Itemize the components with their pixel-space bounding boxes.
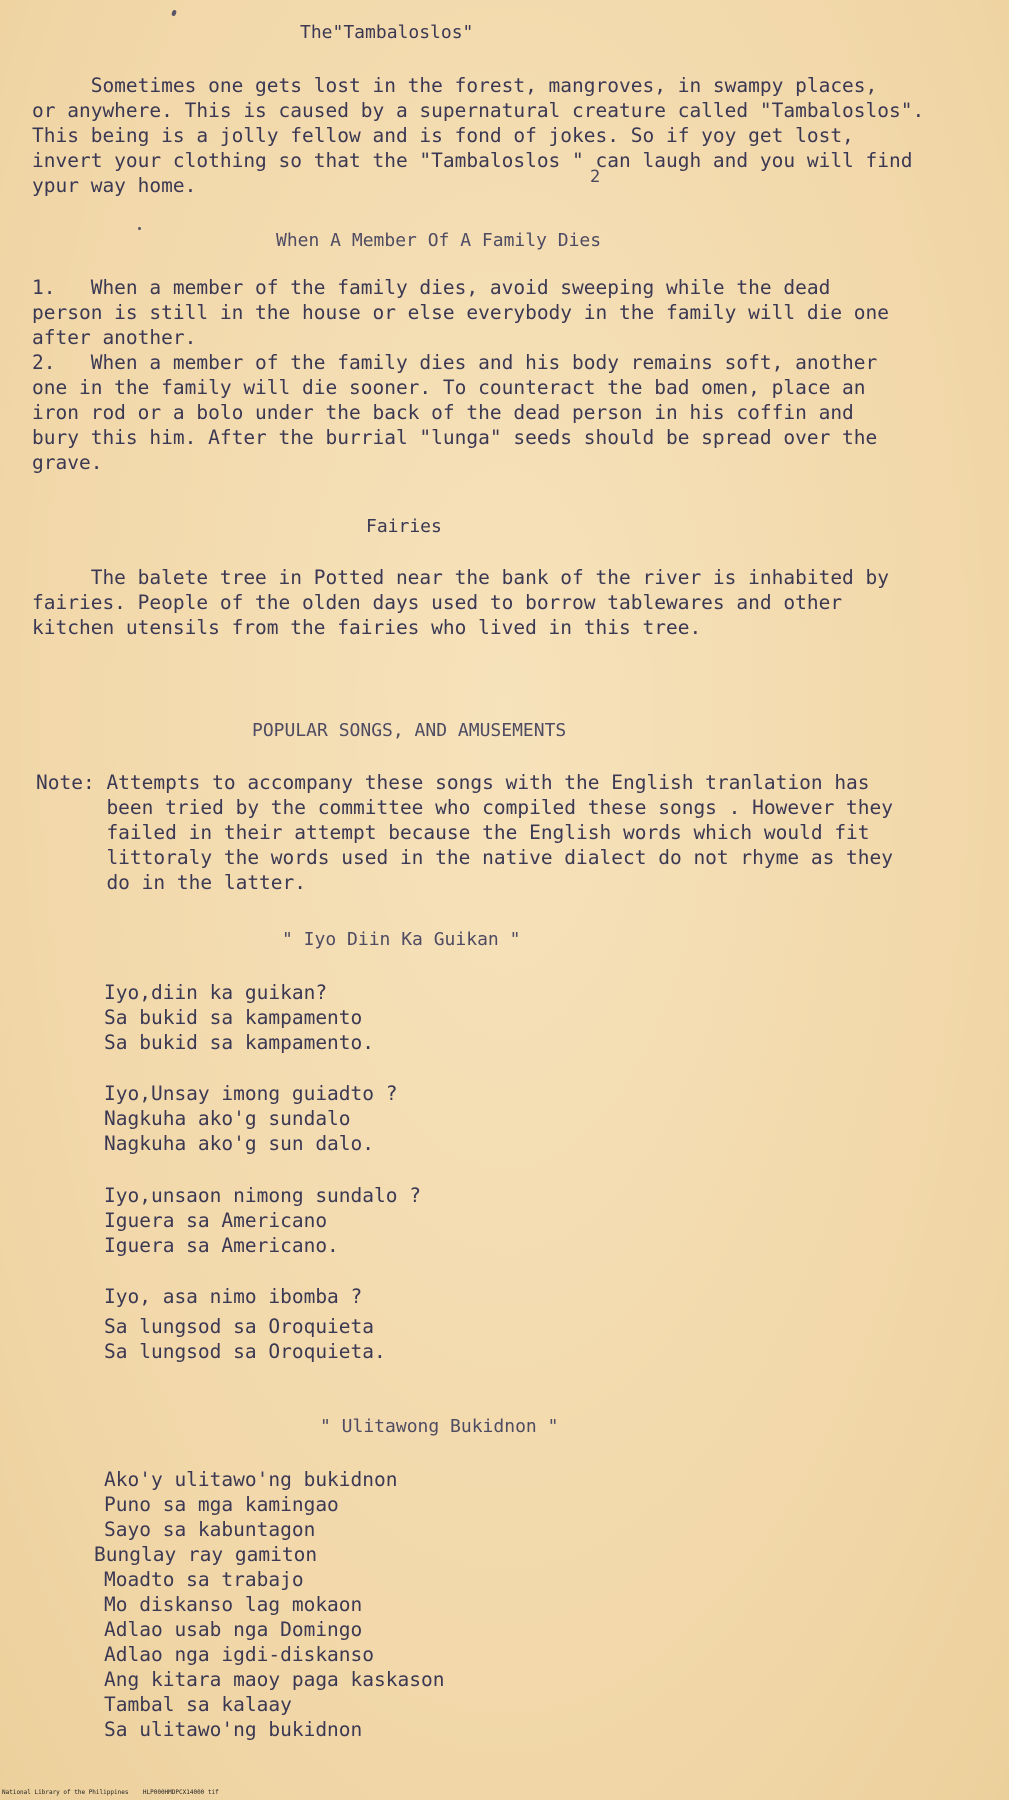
fairies-line-1: The balete tree in Potted near the bank of the river is inhabited by xyxy=(32,566,890,589)
songs-title: POPULAR SONGS, AND AMUSEMENTS xyxy=(252,720,567,741)
song1-stanza1-line2: Sa bukid sa kampamento xyxy=(104,1006,363,1029)
note-line-4: littoraly the words used in the native dialect do not rhyme as they xyxy=(36,846,894,869)
song1-stanza4-line1: Iyo, asa nimo ibomba ? xyxy=(104,1285,363,1308)
family-dies-line-7: bury this him. After the burrial "lunga" seeds should be spread over the xyxy=(32,426,878,449)
song2-line-8: Adlao nga igdi-diskanso xyxy=(104,1643,375,1666)
scan-footer: National Library of the Philippines HLP000HMDPCX14000 tif xyxy=(2,1789,219,1796)
song2-line-10: Tambal sa kalaay xyxy=(104,1693,292,1716)
song1-title: " Iyo Diin Ka Guikan " xyxy=(282,929,521,950)
song2-line-4: Bunglay ray gamiton xyxy=(94,1543,318,1566)
song1-stanza2-line1: Iyo,Unsay imong guiadto ? xyxy=(104,1082,398,1105)
note-line-2: been tried by the committee who compiled these songs . However they xyxy=(36,796,894,819)
note-line-1: Note: Attempts to accompany these songs with the English tranlation has xyxy=(36,771,870,794)
fairies-line-3: kitchen utensils from the fairies who lived in this tree. xyxy=(32,616,702,639)
tambaloslos-line-4: invert your clothing so that the "Tambaloslos " can laugh and you will find xyxy=(32,149,913,172)
fairies-title: Fairies xyxy=(366,516,442,537)
family-dies-line-1: 1. When a member of the family dies, avoid sweeping while the dead xyxy=(32,276,831,299)
family-dies-line-2: person is still in the house or else everybody in the family will die one xyxy=(32,301,890,324)
ink-mark xyxy=(138,227,141,230)
song1-stanza4-line2: Sa lungsod sa Oroquieta xyxy=(104,1315,375,1338)
song1-stanza3-line1: Iyo,unsaon nimong sundalo ? xyxy=(104,1184,421,1207)
song1-stanza2-line2: Nagkuha ako'g sundalo xyxy=(104,1107,351,1130)
tambaloslos-line-5: ypur way home. xyxy=(32,174,197,197)
page-number: 2 xyxy=(590,167,601,187)
family-dies-line-6: iron rod or a bolo under the back of the dead person in his coffin and xyxy=(32,401,854,424)
song1-stanza1-line1: Iyo,diin ka guikan? xyxy=(104,981,328,1004)
note-line-3: failed in their attempt because the English words which would fit xyxy=(36,821,870,844)
tambaloslos-line-1: Sometimes one gets lost in the forest, mangroves, in swampy places, xyxy=(32,74,878,97)
tambaloslos-line-2: or anywhere. This is caused by a supernatural creature called "Tambaloslos". xyxy=(32,99,925,122)
family-dies-line-8: grave. xyxy=(32,451,103,474)
tambaloslos-line-3: This being is a jolly fellow and is fond of jokes. So if yoy get lost, xyxy=(32,124,854,147)
family-dies-line-3: after another. xyxy=(32,326,197,349)
song1-stanza2-line3: Nagkuha ako'g sun dalo. xyxy=(104,1132,375,1155)
song2-line-1: Ako'y ulitawo'ng bukidnon xyxy=(104,1468,398,1491)
song2-line-11: Sa ulitawo'ng bukidnon xyxy=(104,1718,363,1741)
song1-stanza3-line2: Iguera sa Americano xyxy=(104,1209,328,1232)
song2-line-5: Moadto sa trabajo xyxy=(104,1568,304,1591)
family-dies-line-4: 2. When a member of the family dies and his body remains soft, another xyxy=(32,351,878,374)
song2-title: " Ulitawong Bukidnon " xyxy=(320,1416,559,1437)
note-line-5: do in the latter. xyxy=(36,871,307,894)
song2-line-6: Mo diskanso lag mokaon xyxy=(104,1593,363,1616)
song1-stanza3-line3: Iguera sa Americano. xyxy=(104,1234,339,1257)
song2-line-7: Adlao usab nga Domingo xyxy=(104,1618,363,1641)
ink-mark xyxy=(171,9,177,16)
tambaloslos-title: The"Tambaloslos" xyxy=(300,22,474,43)
song2-line-3: Sayo sa kabuntagon xyxy=(104,1518,316,1541)
song1-stanza4-line3: Sa lungsod sa Oroquieta. xyxy=(104,1340,386,1363)
song1-stanza1-line3: Sa bukid sa kampamento. xyxy=(104,1031,375,1054)
song2-line-9: Ang kitara maoy paga kaskason xyxy=(104,1668,445,1691)
family-dies-title: When A Member Of A Family Dies xyxy=(276,230,602,251)
fairies-line-2: fairies. People of the olden days used to borrow tablewares and other xyxy=(32,591,843,614)
family-dies-line-5: one in the family will die sooner. To counteract the bad omen, place an xyxy=(32,376,866,399)
song2-line-2: Puno sa mga kamingao xyxy=(104,1493,339,1516)
